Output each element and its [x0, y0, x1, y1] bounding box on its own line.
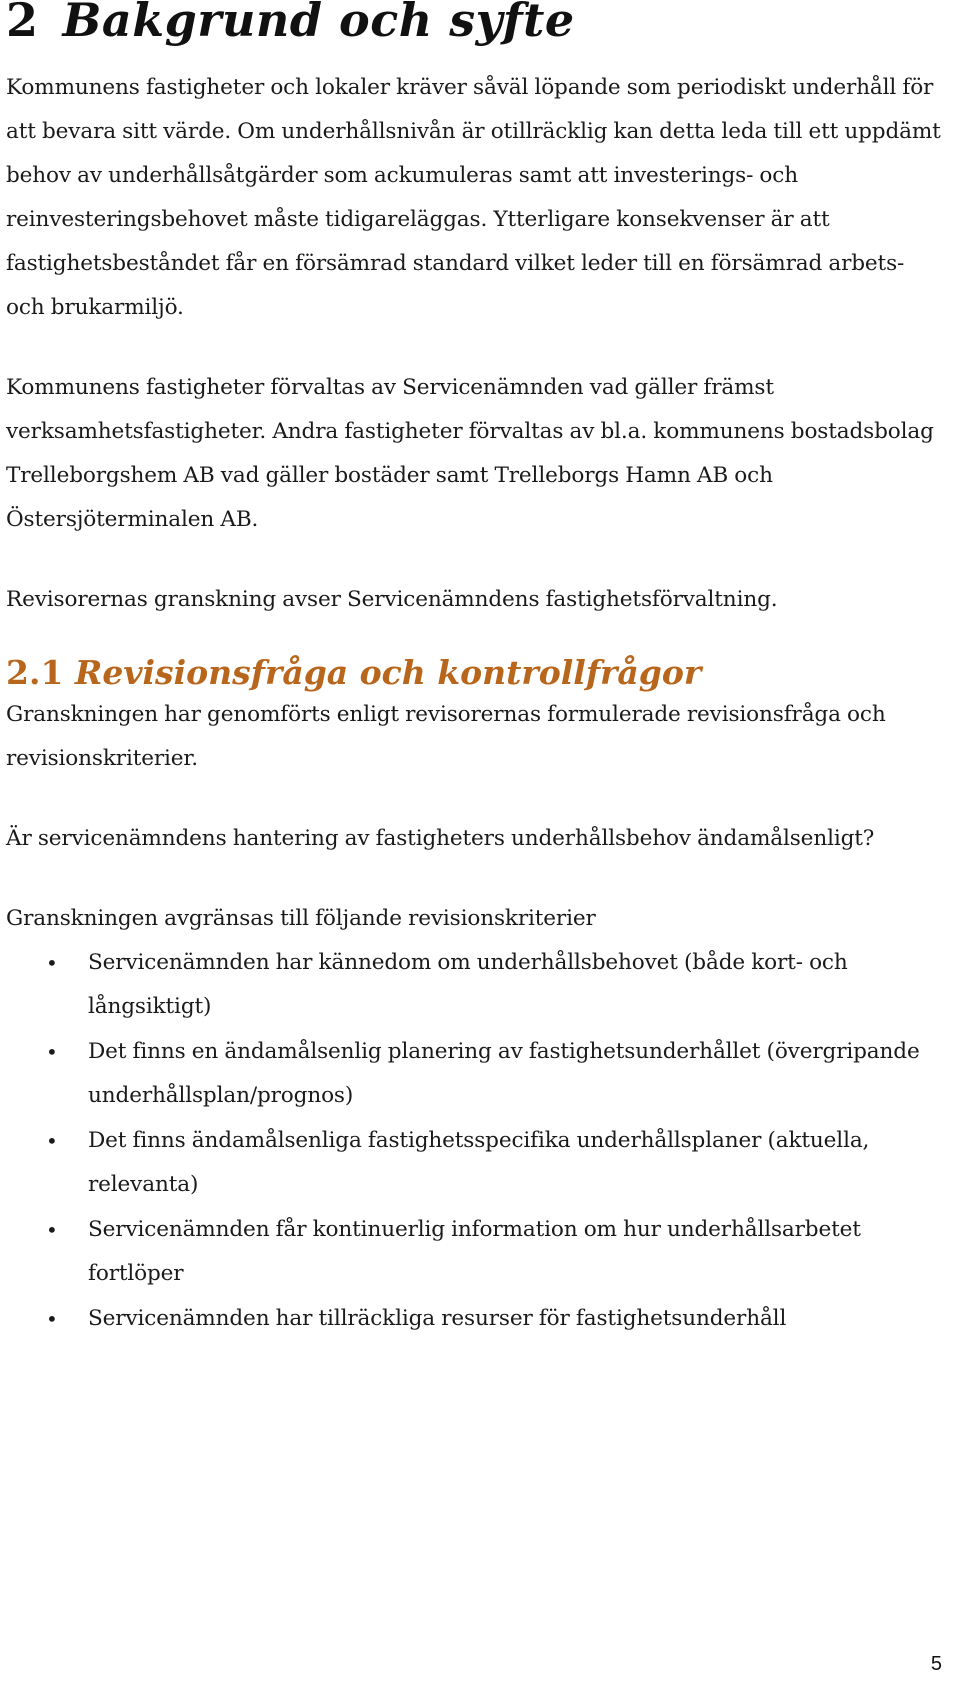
paragraph-method: Granskningen har genomförts enligt revisorernas formulerade revisionsfråga och revisionskriterier. [6, 702, 886, 771]
list-item-text: Servicenämnden har tillräckliga resurser för fastighetsunderhåll [88, 1306, 787, 1331]
list-item-text: Det finns ändamålsenliga fastighetsspecifika underhållsplaner (aktuella, relevanta) [88, 1128, 870, 1197]
subsection-heading [6, 653, 946, 693]
subsection-number: 2.1 [6, 653, 64, 692]
paragraph-question: Är servicenämndens hantering av fastigheters underhållsbehov ändamålsenligt? [6, 826, 875, 851]
section-number: 2 [6, 0, 39, 47]
bullet-icon: • [46, 1129, 58, 1153]
section-title: Bakgrund och syfte [62, 0, 575, 47]
bullet-icon: • [46, 1307, 58, 1331]
list-item [6, 1208, 946, 1296]
paragraph-management: Kommunens fastigheter förvaltas av Servicenämnden vad gäller främst verksamhetsfastigheter. Andra fastigheter förvaltas av bl.a. kommunens bostadsbolag Trelleborgshem AB vad gäller bostäder samt Trelleborgs Hamn AB och Östersjöterminalen AB. [6, 375, 934, 532]
paragraph-background: Kommunens fastigheter och lokaler kräver såväl löpande som periodiskt underhåll för att bevara sitt värde. Om underhållsnivån är otillräcklig kan detta leda till ett uppdämt behov av underhållsåtgärder som ackumuleras samt att investerings- och reinvesteringsbehovet måste tidigareläggas. Ytterligare konsekvenser är att fastighetsbeståndet får en försämrad standard vilket leder till en försämrad arbets- och brukarmiljö. [6, 75, 941, 320]
bullet-icon: • [46, 1040, 58, 1064]
page-number: 5 [930, 1653, 942, 1675]
section-heading [6, 0, 946, 47]
paragraph-criteria-intro: Granskningen avgränsas till följande revisionskriterier [6, 906, 596, 931]
subsection-title: Revisionsfråga och kontrollfrågor [74, 653, 702, 692]
list-item [6, 941, 946, 1029]
list-item [6, 1030, 946, 1118]
list-item-text: Servicenämnden har kännedom om underhållsbehovet (både kort- och långsiktigt) [88, 950, 848, 1019]
bullet-icon: • [46, 1218, 58, 1242]
bullet-icon: • [46, 951, 58, 975]
list-item-text: Det finns en ändamålsenlig planering av fastighetsunderhållet (övergripande underhållsplan/prognos) [88, 1039, 920, 1108]
list-item-text: Servicenämnden får kontinuerlig information om hur underhållsarbetet fortlöper [88, 1217, 861, 1286]
document-page [6, 0, 946, 1342]
list-item [6, 1297, 946, 1341]
criteria-list [6, 941, 946, 1341]
paragraph-scope: Revisorernas granskning avser Servicenämndens fastighetsförvaltning. [6, 587, 778, 612]
list-item [6, 1119, 946, 1207]
